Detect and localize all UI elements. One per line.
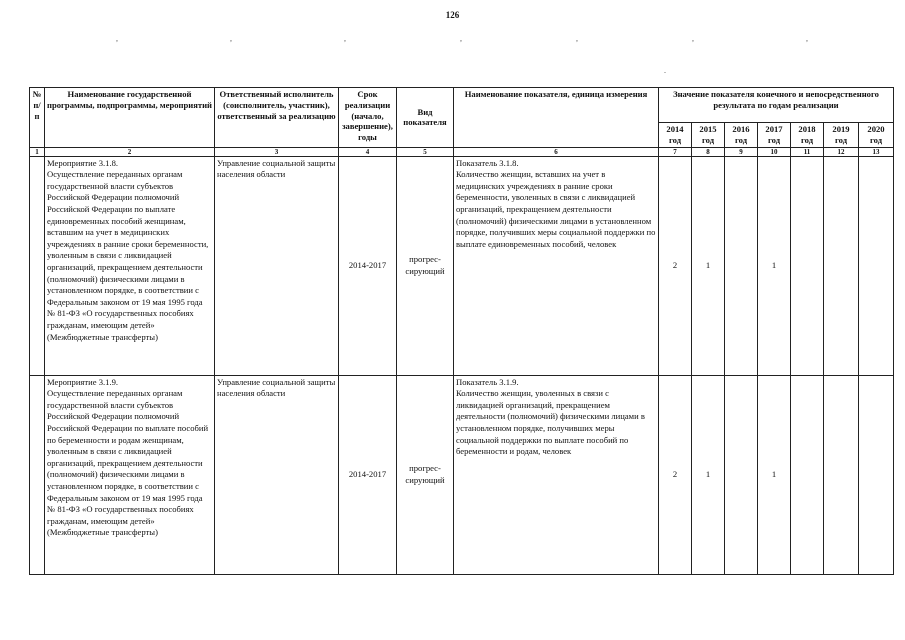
column-number: 3 bbox=[215, 147, 339, 156]
header-year-2019: 2019 год bbox=[824, 123, 859, 148]
header-row bbox=[30, 88, 894, 123]
value-2017: 1 bbox=[758, 156, 791, 375]
responsible-executor: Управление социальной защиты населения области bbox=[215, 375, 339, 574]
column-numbers-row bbox=[30, 147, 894, 156]
value-2015: 1 bbox=[692, 375, 725, 574]
column-number: 13 bbox=[859, 147, 894, 156]
column-number: 1 bbox=[30, 147, 45, 156]
value-2018 bbox=[791, 156, 824, 375]
column-number: 5 bbox=[397, 147, 454, 156]
column-number: 8 bbox=[692, 147, 725, 156]
header-values-group: Значение показателя конечного и непосредственного результата по годам реализации bbox=[659, 88, 894, 123]
header-no: № п/п bbox=[30, 88, 45, 148]
header-year-2014: 2014 год bbox=[659, 123, 692, 148]
value-2014: 2 bbox=[659, 375, 692, 574]
indicator-kind: прогрес- сирующий bbox=[397, 156, 454, 375]
row-number bbox=[30, 375, 45, 574]
measure-name: Мероприятие 3.1.8. Осуществление переданных органам государственной власти субъектов Российской Федерации полномочий Российской Федерации по выплате единовременных пособий женщинам, вставшим на учет в медицинских учреждениях в ранние сроки беременности, уволенным в связи с ликвидацией организаций, прекращением деятельности (полномочий) физическими лицами в установленном порядке, в соответствии с Федеральным законом от 19 мая 1995 года № 81-ФЗ «О государственных пособиях гражданам, имеющим детей» (Межбюджетные трансферты) bbox=[45, 156, 215, 375]
column-number: 4 bbox=[339, 147, 397, 156]
column-number: 9 bbox=[725, 147, 758, 156]
value-2017: 1 bbox=[758, 375, 791, 574]
column-number: 12 bbox=[824, 147, 859, 156]
header-year-2020: 2020 год bbox=[859, 123, 894, 148]
indicator-name: Показатель 3.1.9. Количество женщин, уволенных в связи с ликвидацией организаций, прекращением деятельности (полномочий) физическими лицами в установленном порядке, получивших меры социальной поддержки по выплате пособий по беременности и родам, человек bbox=[454, 375, 659, 574]
column-number: 7 bbox=[659, 147, 692, 156]
header-year-2016: 2016 год bbox=[725, 123, 758, 148]
value-2016 bbox=[725, 156, 758, 375]
responsible-executor: Управление социальной защиты населения области bbox=[215, 156, 339, 375]
column-number: 11 bbox=[791, 147, 824, 156]
value-2015: 1 bbox=[692, 156, 725, 375]
indicators-table bbox=[29, 87, 894, 575]
implementation-period: 2014-2017 bbox=[339, 156, 397, 375]
value-2018 bbox=[791, 375, 824, 574]
column-number: 10 bbox=[758, 147, 791, 156]
value-2019 bbox=[824, 375, 859, 574]
value-2019 bbox=[824, 156, 859, 375]
value-2020 bbox=[859, 156, 894, 375]
measure-name: Мероприятие 3.1.9. Осуществление переданных органам государственной власти субъектов Российской Федерации полномочий Российской Федерации по выплате пособий по беременности и родам женщинам, уволенным в связи с ликвидацией организаций, прекращением деятельности (полномочий) физическими лицами в установленном порядке, в соответствии с Федеральным законом от 19 мая 1995 года № 81-ФЗ «О государственных пособиях гражданам, имеющим детей» (Межбюджетные трансферты) bbox=[45, 375, 215, 574]
column-number: 2 bbox=[45, 147, 215, 156]
table-row bbox=[30, 375, 894, 574]
table-row bbox=[30, 156, 894, 375]
value-2020 bbox=[859, 375, 894, 574]
row-number bbox=[30, 156, 45, 375]
page-number: 126 bbox=[445, 10, 460, 20]
header-year-2018: 2018 год bbox=[791, 123, 824, 148]
header-responsible: Ответственный исполнитель (соисполнитель, участник), ответственный за реализацию bbox=[215, 88, 339, 148]
header-year-2015: 2015 год bbox=[692, 123, 725, 148]
value-2014: 2 bbox=[659, 156, 692, 375]
header-year-2017: 2017 год bbox=[758, 123, 791, 148]
value-2016 bbox=[725, 375, 758, 574]
header-indicator: Наименование показателя, единица измерения bbox=[454, 88, 659, 148]
header-name: Наименование государственной программы, подпрограммы, мероприятий bbox=[45, 88, 215, 148]
implementation-period: 2014-2017 bbox=[339, 375, 397, 574]
column-number: 6 bbox=[454, 147, 659, 156]
indicator-name: Показатель 3.1.8. Количество женщин, вставших на учет в медицинских учреждениях в ранние сроки беременности, уволенных в связи с ликвидацией организаций, прекращением деятельности (полномочий) физическими лицами в установленном порядке, получивших меры социальной поддержки по выплате единовременных пособий, человек bbox=[454, 156, 659, 375]
header-period: Срок реализации (начало, завершение), годы bbox=[339, 88, 397, 148]
indicator-kind: прогрес- сирующий bbox=[397, 375, 454, 574]
header-kind: Вид показателя bbox=[397, 88, 454, 148]
